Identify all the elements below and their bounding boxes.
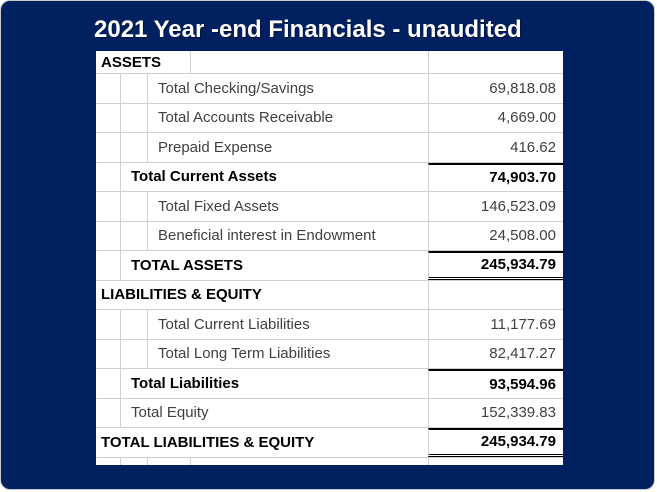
row-label: Prepaid Expense xyxy=(158,138,273,156)
row-label: Total Checking/Savings xyxy=(158,79,314,97)
indent-cell xyxy=(148,458,191,465)
empty-cell xyxy=(191,458,428,465)
row-value: 245,934.79 xyxy=(428,251,563,280)
row-value: 416.62 xyxy=(428,133,563,162)
row-label: TOTAL LIABILITIES & EQUITY xyxy=(101,433,315,451)
indent-cell xyxy=(121,192,148,221)
table-row xyxy=(96,51,563,74)
table-row xyxy=(96,104,563,134)
empty-cell xyxy=(191,51,428,73)
row-label: Total Current Assets xyxy=(131,168,277,186)
row-value: 4,669.00 xyxy=(428,104,563,133)
indent-cell xyxy=(96,104,121,133)
indent-cell xyxy=(96,310,121,339)
row-value xyxy=(428,458,563,465)
row-value: 69,818.08 xyxy=(428,74,563,103)
indent-cell xyxy=(121,310,148,339)
table-row xyxy=(96,428,563,458)
indent-cell xyxy=(96,163,121,192)
table-row xyxy=(96,399,563,429)
row-label: Total Equity xyxy=(131,404,209,422)
page-title: 2021 Year -end Financials - unaudited xyxy=(94,16,522,43)
row-value: 245,934.79 xyxy=(428,428,563,457)
row-label: ASSETS xyxy=(96,51,191,73)
row-value: 24,508.00 xyxy=(428,222,563,251)
row-value: 74,903.70 xyxy=(428,163,563,192)
indent-cell xyxy=(121,104,148,133)
indent-cell xyxy=(96,133,121,162)
indent-cell xyxy=(96,340,121,369)
indent-cell xyxy=(121,340,148,369)
indent-cell xyxy=(96,369,121,398)
row-value: 93,594.96 xyxy=(428,369,563,398)
indent-cell xyxy=(96,458,121,465)
partial-row xyxy=(96,458,563,465)
indent-cell xyxy=(96,192,121,221)
table-row xyxy=(96,222,563,252)
indent-cell xyxy=(121,458,148,465)
row-value: 146,523.09 xyxy=(428,192,563,221)
indent-cell xyxy=(96,74,121,103)
row-value: 82,417.27 xyxy=(428,340,563,369)
row-label: Total Accounts Receivable xyxy=(158,109,334,127)
row-label: LIABILITIES & EQUITY xyxy=(101,286,262,304)
row-label: Total Current Liabilities xyxy=(158,315,310,333)
row-value xyxy=(428,281,563,310)
table-row xyxy=(96,310,563,340)
row-label: Beneficial interest in Endowment xyxy=(158,227,376,245)
table-row xyxy=(96,74,563,104)
indent-cell xyxy=(96,222,121,251)
indent-cell xyxy=(96,399,121,428)
row-label: Total Long Term Liabilities xyxy=(158,345,331,363)
row-value xyxy=(428,51,563,73)
row-label: Total Liabilities xyxy=(131,374,240,392)
table-row xyxy=(96,163,563,193)
row-label: TOTAL ASSETS xyxy=(131,256,243,274)
row-value: 152,339.83 xyxy=(428,399,563,428)
row-label: Total Fixed Assets xyxy=(158,197,279,215)
table-row xyxy=(96,369,563,399)
table-row xyxy=(96,133,563,163)
table-row xyxy=(96,192,563,222)
table-row xyxy=(96,251,563,281)
indent-cell xyxy=(96,251,121,280)
table-row xyxy=(96,340,563,370)
financial-table xyxy=(96,51,563,465)
indent-cell xyxy=(121,133,148,162)
table-row xyxy=(96,281,563,311)
indent-cell xyxy=(121,74,148,103)
row-value: 11,177.69 xyxy=(428,310,563,339)
indent-cell xyxy=(121,222,148,251)
